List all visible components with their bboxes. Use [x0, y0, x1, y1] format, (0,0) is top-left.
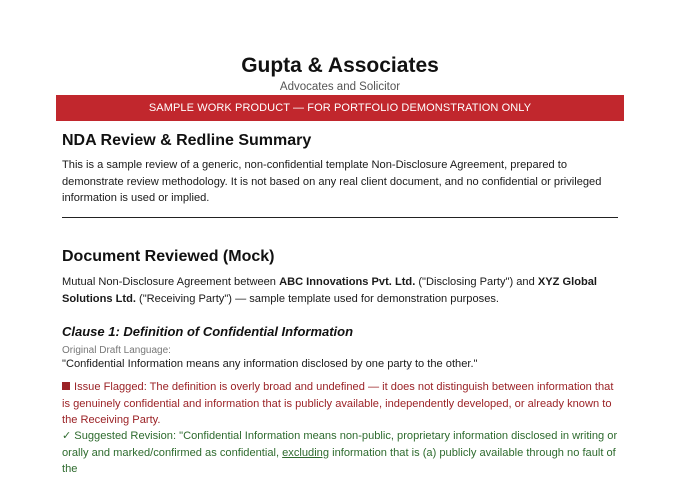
original-language-text: "Confidential Information means any information disclosed by one party to the other." [62, 358, 478, 370]
summary-paragraph: This is a sample review of a generic, non-confidential template Non-Disclosure Agreement, prepared to demonstrate review methodology. It is not based on any real client document, and no confidential or privileged information is used or implied. [62, 159, 602, 204]
clause-1-title: Clause 1: Definition of Confidential Information [62, 324, 354, 339]
revision-text-1: Suggested Revision: "Confidential Information means non-public, proprietary information disclosed in writing or orally and marked/confirmed as confidential, [62, 430, 618, 459]
firm-subtitle: Advocates and Solicitor [279, 81, 401, 93]
square-bullet-icon [62, 382, 70, 390]
firm-name: Gupta & Associates [241, 54, 439, 77]
document-reviewed-paragraph [62, 274, 622, 307]
document-reviewed-heading: Document Reviewed (Mock) [62, 248, 275, 265]
receiving-party-name: XYZ Global Solutions Ltd. [62, 276, 598, 305]
original-language-label: Original Draft Language: [62, 345, 171, 356]
section-divider [62, 217, 618, 218]
issue-flagged-note [62, 379, 622, 429]
revision-text-2: information that is (a) publicly available through no fault of the [62, 446, 616, 475]
summary-heading: NDA Review & Redline Summary [62, 132, 312, 149]
issue-text: Issue Flagged: The definition is overly broad and undefined — it does not distinguish between information that is genuinely confidential and information that is publicly available, independently developed, or already known to the Receiving Party. [62, 381, 614, 426]
suggested-revision-note [62, 428, 622, 478]
doc-text-3: ("Receiving Party") — sample template used for demonstration purposes. [135, 292, 499, 305]
revision-emphasis: excluding [282, 446, 330, 459]
sample-banner: SAMPLE WORK PRODUCT — FOR PORTFOLIO DEMONSTRATION ONLY [56, 95, 624, 121]
doc-text-1: Mutual Non-Disclosure Agreement between [62, 276, 280, 288]
checkmark-icon: ✓ [62, 430, 72, 442]
disclosing-party-name: ABC Innovations Pvt. Ltd. [279, 276, 416, 288]
doc-text-2: ("Disclosing Party") and [415, 276, 538, 288]
